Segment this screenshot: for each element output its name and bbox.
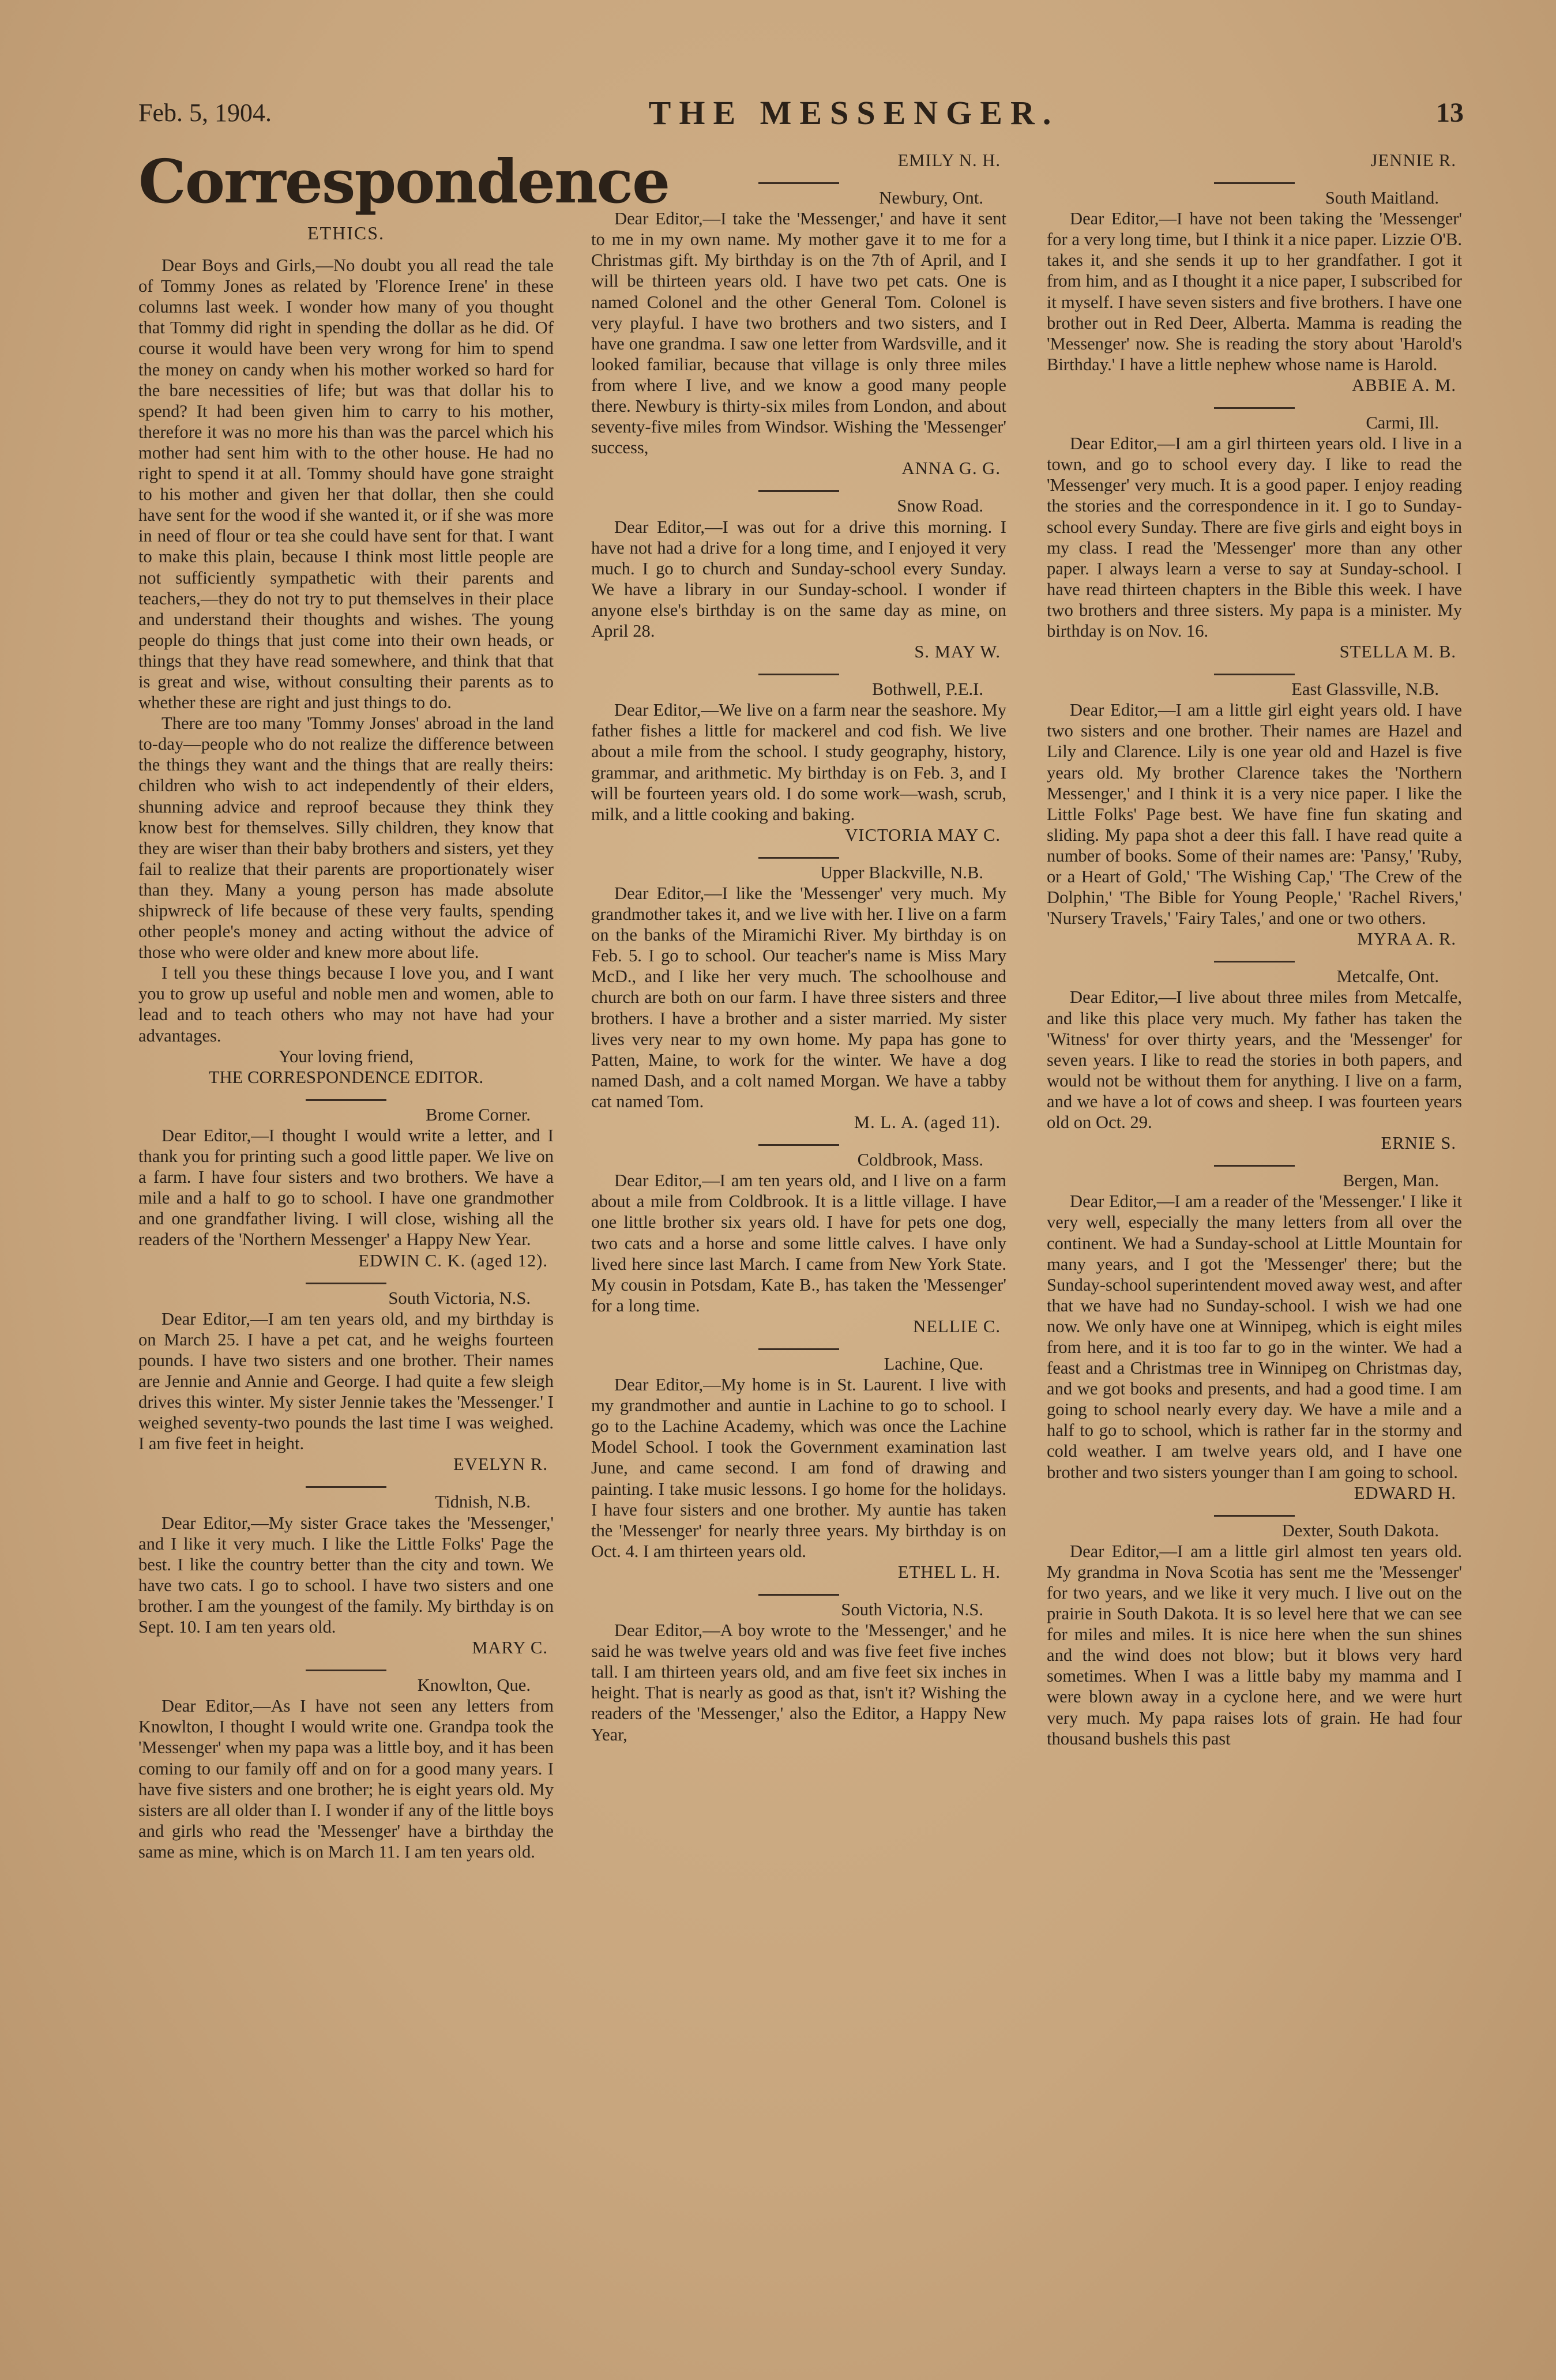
letter-signature: ANNA G. G. [901, 458, 1001, 479]
letter-place: Knowlton, Que. [417, 1675, 531, 1695]
letter-text: Dear Editor,—I have not been taking the 'Messenger' for a very long time, but I think it a nice paper. Lizzie O'B. takes it, and she sends it up to her grandfather. I got it from him, and as I thought it a nice paper, I subscribed for it myself. I have seven sisters and five brothers. I have one brother out in Red Deer, Alberta. Mamma is reading the 'Messenger' now. She is reading the story about 'Harold's Birthday.' I have a little nephew whose name is Harold. [1047, 209, 1462, 374]
letter-signature: ERNIE S. [1381, 1133, 1456, 1153]
divider [1214, 182, 1295, 184]
letter-text: Dear Editor,—I take the 'Messenger,' and have it sent to me in my own name. My mother gave it to me for a Christmas gift. My birthday is on the 7th of April, and I will be thirteen years old. I have two pet cats. One is named Colonel and the other General Tom. Colonel is very playful. I have two brothers and two sisters, and I have one grandma. I saw one letter from Wardsville, and it looked familiar, because that village is only three miles from where I live, and we know a good many people there. Newbury is thirty-six miles from London, and about seventy-five miles from Windsor. Wishing the 'Messenger' success, [591, 209, 1006, 458]
letter-signature: ABBIE A. M. [1352, 375, 1456, 395]
editorial-heading: ETHICS. [307, 223, 385, 243]
letter-signature: VICTORIA MAY C. [845, 825, 1001, 845]
divider [758, 1144, 839, 1146]
divider [758, 182, 839, 184]
divider [1214, 961, 1295, 962]
letter-signature: EDWIN C. K. (aged 12). [358, 1250, 548, 1270]
divider [1214, 674, 1295, 675]
letter-signature: M. L. A. (aged 11). [854, 1112, 1001, 1133]
letter-text: Dear Editor,—We live on a farm near the seashore. My father fishes a little for mackerel and cod fish. We live about a mile from the school. I study geography, history, grammar, and arithmetic. My birthday is on Feb. 3, and I will be fourteen years old. I do some work—wash, scrub, milk, and a little cooking and baking. [591, 700, 1006, 824]
letter-place: Brome Corner. [426, 1104, 531, 1125]
letter-signature: MYRA A. R. [1357, 929, 1456, 949]
letter-place: Metcalfe, Ont. [1336, 967, 1439, 987]
letter-signature: EMILY N. H. [897, 151, 1001, 170]
editorial-signature: THE CORRESPONDENCE EDITOR. [208, 1067, 484, 1087]
letter-place: Snow Road. [897, 496, 983, 516]
letter-text: Dear Editor,—I like the 'Messenger' very much. My grandmother takes it, and we live with her. I live on a farm on the banks of the Miramichi River. My birthday is on Feb. 5. I go to school. Our teacher's name is Miss Mary McD., and I like her very much. The schoolhouse and church are both on our farm. I have three sisters and three brothers. I have a brother and a sister married. My sister lives very near to my own home. My papa has gone to Patten, Maine, to work for the winter. We have a dog named Dash, and a colt named Morgan. We have a tabby cat named Tom. [591, 883, 1006, 1111]
letter-signature: EVELYN R. [453, 1454, 548, 1475]
letter-place: Bothwell, P.E.I. [872, 679, 983, 700]
editorial-paragraph: I tell you these things because I love you, and I want you to grow up useful and noble men and women, able to lead and to teach others who may not have had your advantages. [138, 963, 554, 1046]
letter-place: Newbury, Ont. [879, 188, 983, 208]
letter-text: Dear Editor,—A boy wrote to the 'Messenger,' and he said he was twelve years old and was five feet five inches tall. I am thirteen years old, and am five feet six inches in height. That is nearly as good as that, isn't it? Wishing the readers of the 'Messenger,' also the Editor, a Happy New Year, [591, 1620, 1006, 1744]
letter-signature: S. MAY W. [914, 642, 1001, 662]
divider [758, 1594, 839, 1596]
letter-place: Carmi, Ill. [1366, 413, 1439, 433]
letter-text: Dear Editor,—I am a girl thirteen years old. I live in a town, and go to school every day. I like to read the 'Messenger' very much. It is a good paper. I enjoy reading the stories and the correspondence in it. I go to Sunday-school every Sunday. There are five girls and eight boys in my class. I read the 'Messenger' more than any other paper. I always learn a verse to say at Sunday-school. I have read thirteen chapters in the Bible this week. I have two brothers and three sisters. My papa is a minister. My birthday is on Nov. 16. [1047, 434, 1462, 641]
column-2 [591, 150, 1006, 1745]
masthead [138, 87, 1464, 138]
letter-signature: STELLA M. B. [1339, 642, 1456, 662]
letter-signature: ETHEL L. H. [897, 1562, 1001, 1582]
letter-text: Dear Editor,—I am a reader of the 'Messenger.' I like it very well, especially the many letters from all over the continent. We had a Sunday-school at Little Mountain for many years, and I got the 'Messenger' there; but the Sunday-school superintendent moved away west, and after that we have had no Sunday-school. I wish we had one now. We only have one at Winnipeg, which is eight miles from here, and it is too far to go in the winter. We had a feast and a Christmas tree in Winnipeg on Christmas day, and we got books and presents, and had a good time. I am going to school nearly every day. We have a mile and a half to go to school, which is rather far in the stormy and cold weather. I am twelve years old, and I have one brother and two sisters younger than I am going to school. [1047, 1191, 1462, 1482]
letter-place: Bergen, Man. [1343, 1171, 1439, 1191]
divider [306, 1486, 386, 1488]
letter-signature: EDWARD H. [1354, 1483, 1456, 1503]
divider [758, 674, 839, 675]
letter-place: South Victoria, N.S. [841, 1600, 983, 1619]
divider [306, 1099, 386, 1101]
editorial-closing: Your loving friend, [279, 1046, 414, 1066]
letter-place: Upper Blackville, N.B. [820, 862, 983, 882]
divider [1214, 1515, 1295, 1517]
divider [1214, 1165, 1295, 1167]
issue-date: Feb. 5, 1904. [138, 98, 272, 127]
letter-text: Dear Editor,—I am ten years old, and I live on a farm about a mile from Coldbrook. It is a little village. I have one little brother six years old. I have for pets one dog, two cats and a horse and some little calves. I have only lived here since last March. I came from New York State. My cousin in Potsdam, Kate B., has taken the 'Messenger' for a long time. [591, 1171, 1006, 1315]
editorial-paragraph: Dear Boys and Girls,—No doubt you all read the tale of Tommy Jones as related by 'Florence Irene' in these columns last week. I wonder how many of you thought that Tommy did right in spending the dollar as he did. Of course it would have been very wrong for him to spend the money on candy when his mother worked so hard for the bare necessities of life; but was that dollar his to spend? It had been given him to carry to his mother, therefore it was no more his than was the parcel which his mother had sent him with to the other house. He had no right to spend it at all. Tommy should have gone straight to his mother and given her that dollar, then she could have sent for the wood if she wanted it, or if she was more in need of flour or tea she could have sent for that. I want to make this plain, because I think most little people are not sufficiently sympathetic with their parents and teachers,—they do not try to put themselves in their place and understand their thoughts and wishes. The young people do things that just come into their own heads, or things that they have read somewhere, and think that that is great and wise, without consulting their parents as to whether these are right and just things to do. [138, 255, 554, 713]
letter-text: Dear Editor,—I am a little girl almost ten years old. My grandma in Nova Scotia has sent me the 'Messenger' for two years, and we like it very much. I live out on the prairie in South Dakota. It is so level here that we can see for miles and miles. It is nice here when the sun shines and the wind does not blow; but it blows very hard sometimes. When I was a little baby my mamma and I were blown away in a cyclone here, and we were hurt very much. My papa raises lots of grain. He had four thousand bushels this past [1047, 1541, 1462, 1749]
divider [758, 857, 839, 859]
editorial-paragraph: There are too many 'Tommy Jonses' abroad in the land to-day—people who do not realize the difference between the things they want and the things that are really theirs: children who wish to act independently of their elders, shunning advice and reproof because they think they know best for themselves. Silly children, they know that they are wiser than their baby brothers and sisters, yet they fail to realize that their parents are proportionately wiser than they. Many a young person has made absolute shipwreck of life because of these very faults, spending other people's money and acting without the advice of those who were older and knew more about life. [138, 713, 554, 962]
divider [306, 1670, 386, 1671]
divider [758, 1348, 839, 1350]
letter-signature: MARY C. [472, 1638, 548, 1658]
page-number: 13 [1436, 97, 1464, 128]
section-title: Correspondence [138, 146, 670, 217]
letter-place: Tidnish, N.B. [435, 1492, 531, 1512]
newspaper-title: THE MESSENGER. [648, 93, 1059, 131]
letter-place: South Victoria, N.S. [388, 1288, 531, 1308]
letter-text: Dear Editor,—I am a little girl eight years old. I have two sisters and one brother. Their names are Hazel and Lily and Clarence. Lily is one year old and Hazel is five years old. My brother Clarence takes the 'Northern Messenger,' and I think it is a very nice paper. I like the Little Folks' Page best. We have fine fun skating and sliding. My papa shot a deer this fall. I have read quite a number of books. Some of their names are: 'Pansy,' 'Ruby, or a Heart of Gold,' 'The Wishing Cap,' 'The Crew of the Dolphin,' 'The Bible for Young People,' 'Rachel Rivers,' 'Nursery Travels,' 'Fairy Tales,' and one or two others. [1047, 700, 1462, 928]
divider [1214, 407, 1295, 409]
letter-text: Dear Editor,—My home is in St. Laurent. I live with my grandmother and auntie in Lachine to go to school. I go to the Lachine Academy, which was once the Lachine Model School. I took the Government examination last June, and came second. I am fond of drawing and painting. I take music lessons. I go home for the holidays. I have four sisters and one brother. My auntie has taken the 'Messenger' for nearly three years. My birthday is on Oct. 4. I am thirteen years old. [591, 1375, 1006, 1561]
letter-place: South Maitland. [1325, 188, 1439, 208]
letter-place: Lachine, Que. [884, 1353, 983, 1374]
divider [306, 1283, 386, 1284]
letter-signature: NELLIE C. [913, 1316, 1001, 1336]
letter-signature: JENNIE R. [1370, 151, 1456, 170]
letter-place: East Glassville, N.B. [1291, 679, 1439, 700]
letter-text: Dear Editor,—I live about three miles from Metcalfe, and like this place very much. My father has taken the 'Witness' for over thirty years, and the 'Messenger' for seven years. I like to read the stories in both papers, and would not be without them for anything. I live on a farm, and we have a lot of cows and sheep. I was fourteen years old on Oct. 29. [1047, 987, 1462, 1133]
letter-place: Coldbrook, Mass. [857, 1150, 983, 1170]
letter-text: Dear Editor,—My sister Grace takes the 'Messenger,' and I like it very much. I like the Little Folks' Page the best. I like the country better than the city and town. We have two cats. I go to school. I have two sisters and one brother. I am the youngest of the family. My birthday is on Sept. 10. I am ten years old. [138, 1513, 554, 1637]
column-3 [1047, 150, 1462, 1749]
letter-text: Dear Editor,—I thought I would write a letter, and I thank you for printing such a good little paper. We live on a farm. I have four sisters and two brothers. We have a mile and a half to go to school. I have one grandmother and one grandfather living. I will close, wishing all the readers of the 'Northern Messenger' a Happy New Year. [138, 1125, 554, 1250]
column-1 [138, 146, 670, 1862]
letter-text: Dear Editor,—I am ten years old, and my birthday is on March 25. I have a pet cat, and he weighs fourteen pounds. I have two sisters and one brother. Their names are Jennie and Annie and George. I had quite a few sleigh drives this winter. My sister Jennie takes the 'Messenger.' I weighed seventy-two pounds the last time I was weighed. I am five feet in height. [138, 1309, 554, 1454]
letter-text: Dear Editor,—I was out for a drive this morning. I have not had a drive for a long time, and I enjoyed it very much. I go to church and Sunday-school every Sunday. We have a library in our Sunday-school. I wonder if anyone else's birthday is on the same day as mine, on April 28. [591, 517, 1006, 641]
letter-place: Dexter, South Dakota. [1281, 1520, 1439, 1540]
divider [758, 490, 839, 492]
letter-text: Dear Editor,—As I have not seen any letters from Knowlton, I thought I would write one. Grandpa took the 'Messenger' when my papa was a little boy, and it has been coming to our family off and on for a good many years. I have five sisters and one brother; he is eight years old. My sisters are all older than I. I wonder if any of the little boys and girls who read the 'Messenger' have a birthday the same as mine, which is on March 11. I am ten years old. [138, 1696, 554, 1862]
